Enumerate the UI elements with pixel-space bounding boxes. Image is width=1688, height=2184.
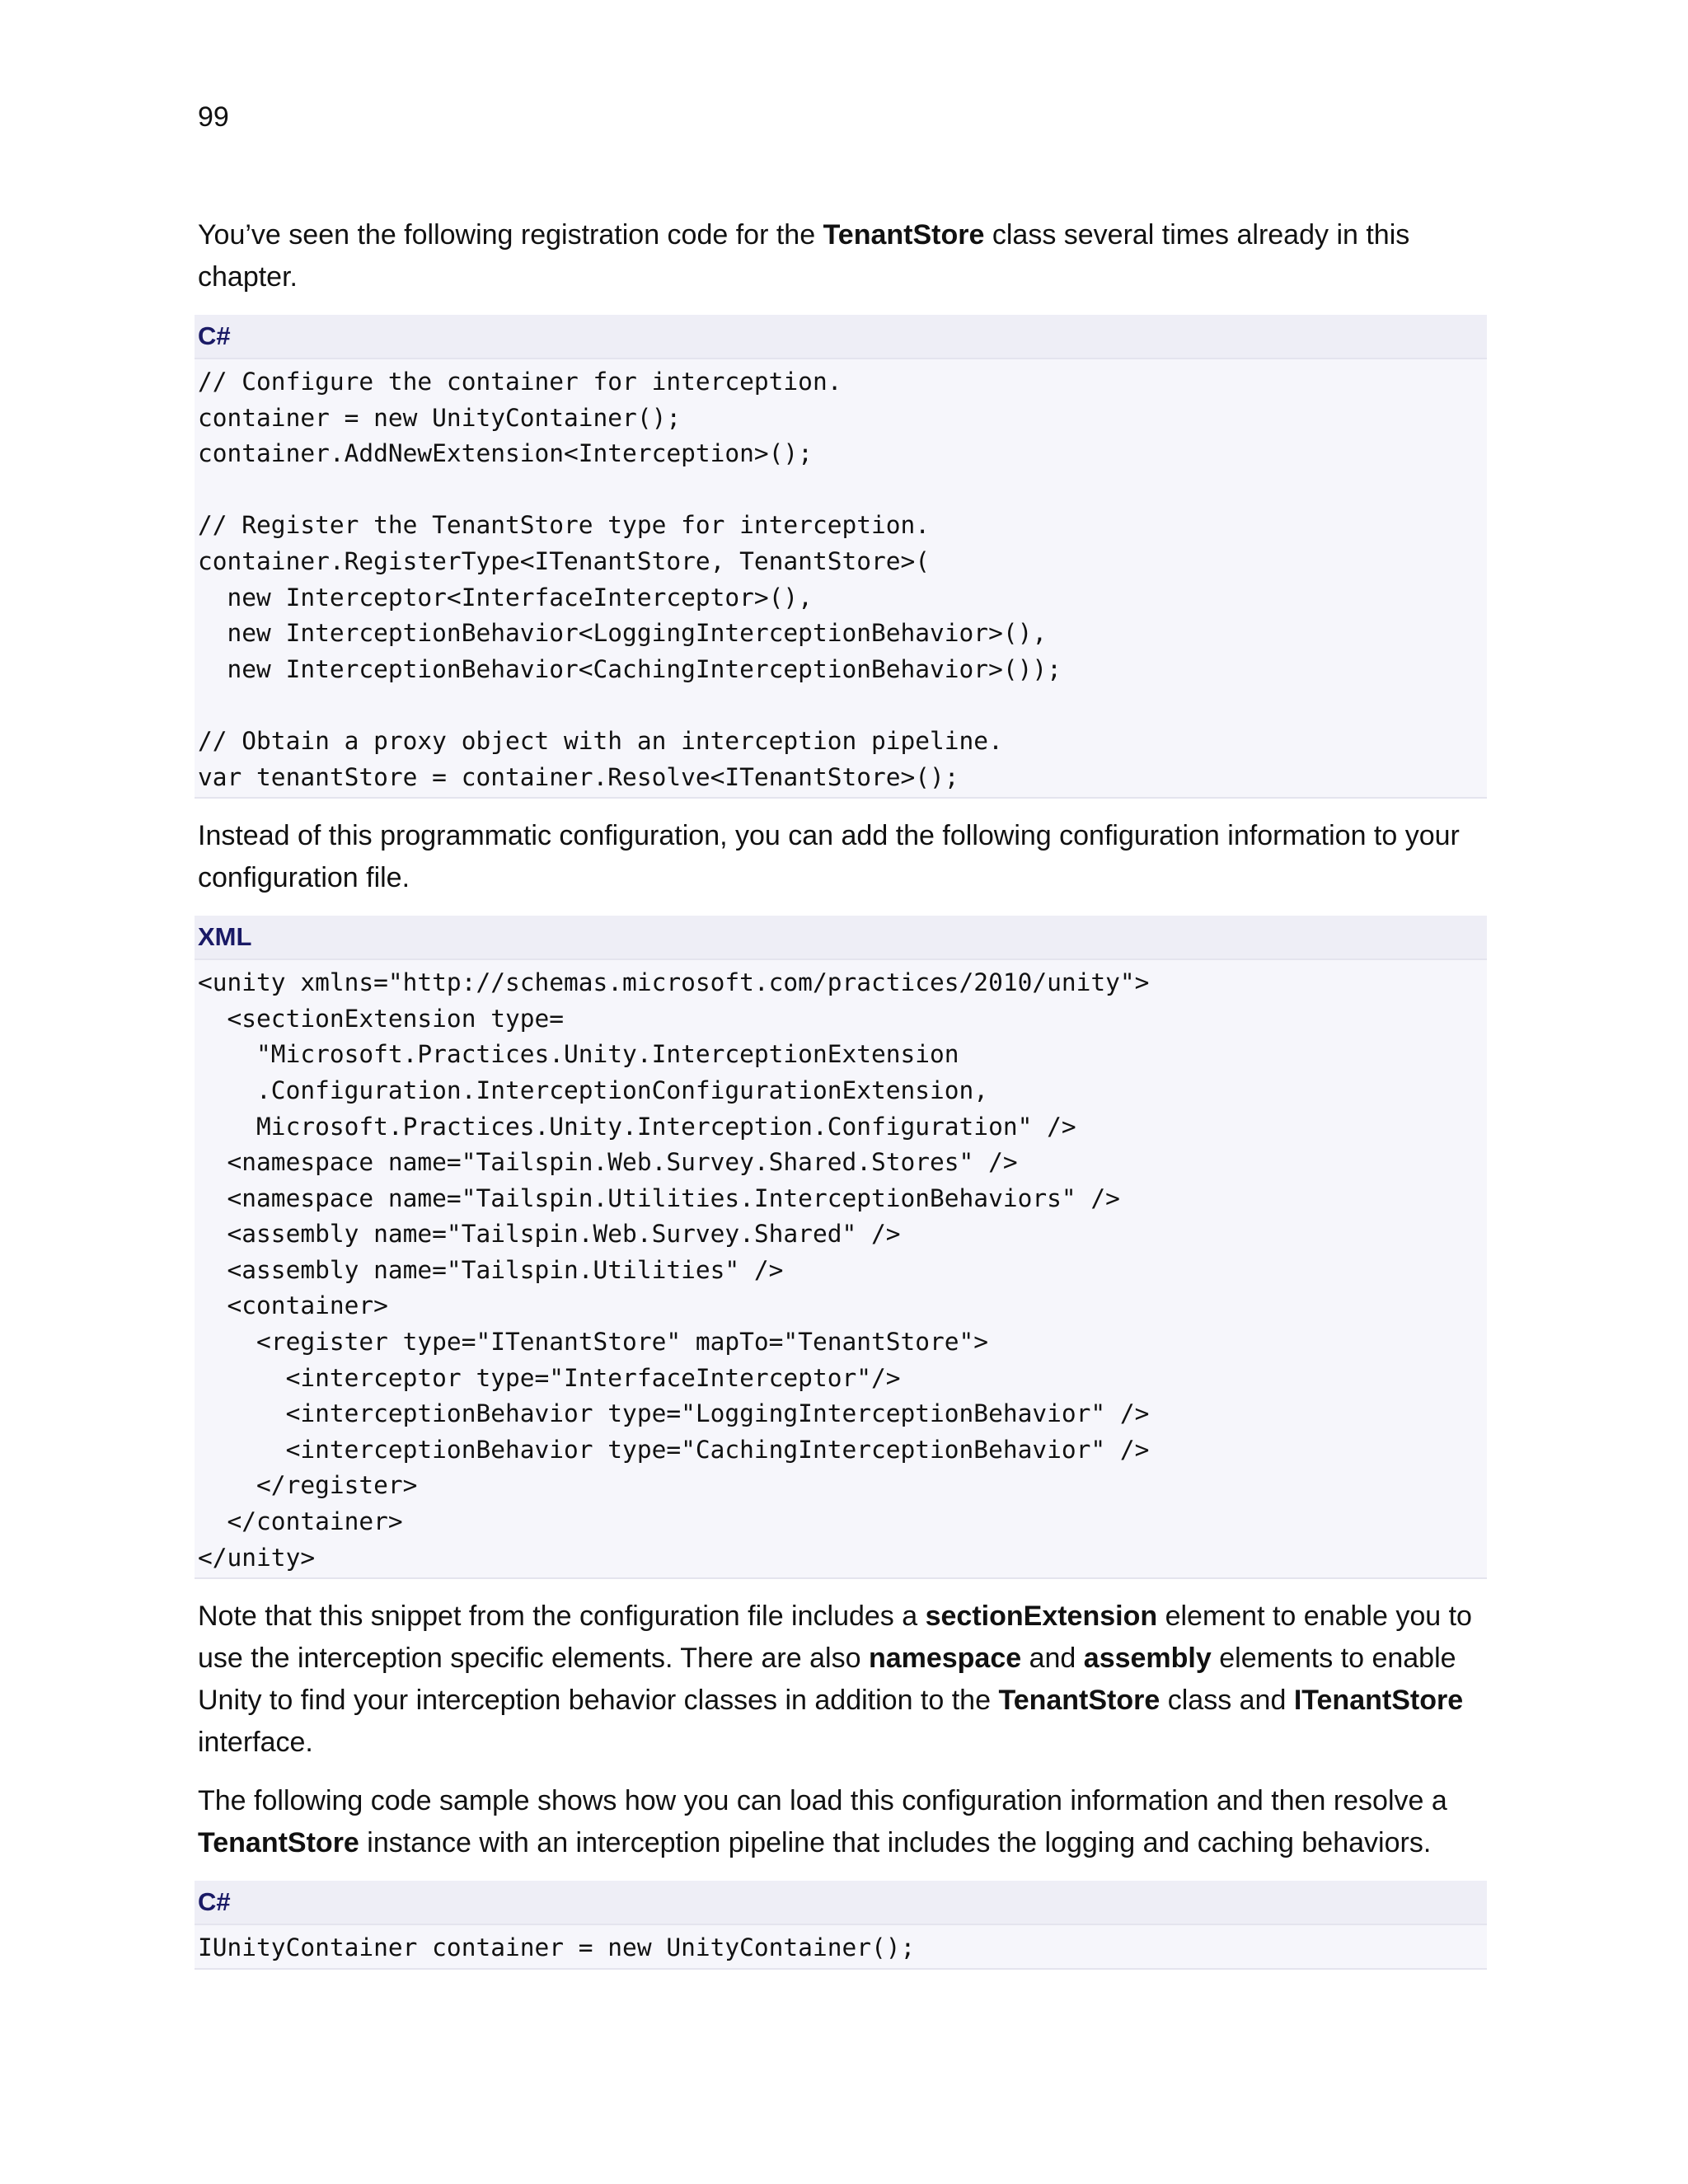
paragraph-intro — [198, 214, 1490, 298]
code-line: container.RegisterType<ITenantStore, TenantStore>( — [198, 546, 931, 575]
code-line: .Configuration.InterceptionConfigurationExtension, — [198, 1076, 989, 1104]
page-number: 99 — [198, 101, 229, 133]
code-line: Microsoft.Practices.Unity.Interception.Configuration" /> — [198, 1112, 1076, 1141]
code-line: // Obtain a proxy object with an interception pipeline. — [198, 726, 1003, 755]
code-line: <interceptionBehavior type="CachingInterceptionBehavior" /> — [198, 1435, 1150, 1464]
code-line: <interceptor type="InterfaceInterceptor"/> — [198, 1363, 901, 1392]
code-line: <namespace name="Tailspin.Web.Survey.Shared.Stores" /> — [198, 1148, 1018, 1177]
text-run: instance with an interception pipeline that includes the logging and caching behaviors. — [359, 1827, 1432, 1859]
code-line: // Configure the container for interception. — [198, 368, 842, 396]
code-block-csharp-load — [195, 1881, 1487, 1970]
text-run: Note that this snippet from the configuration file includes a — [198, 1601, 926, 1633]
code-line: </container> — [198, 1507, 403, 1536]
paragraph-load-config — [198, 1780, 1490, 1864]
code-content — [195, 1925, 1487, 1968]
code-line: "Microsoft.Practices.Unity.InterceptionExtension — [198, 1040, 959, 1069]
code-content — [195, 960, 1487, 1577]
code-line: var tenantStore = container.Resolve<ITenantStore>(); — [198, 762, 959, 791]
paragraph-alternative-config — [198, 815, 1490, 899]
text-run: elements to enable Unity to find your interception behavior classes in addition to the — [198, 1643, 1456, 1717]
code-block-csharp-registration — [195, 315, 1487, 799]
text-run: The following code sample shows how you can load this configuration information and then resolve a — [198, 1785, 1447, 1817]
text-run: class several times already in this chapter. — [198, 219, 1410, 293]
code-line: <interceptionBehavior type="LoggingInterceptionBehavior" /> — [198, 1399, 1150, 1428]
code-line: IUnityContainer container = new UnityContainer(); — [198, 1933, 916, 1962]
code-line: <assembly name="Tailspin.Utilities" /> — [198, 1255, 784, 1284]
code-line: new InterceptionBehavior<LoggingInterceptionBehavior>(), — [198, 619, 1048, 648]
code-line: <sectionExtension type= — [198, 1004, 565, 1033]
bold-term-assembly: assembly — [1083, 1643, 1212, 1675]
code-content — [195, 359, 1487, 797]
bold-term-sectionextension: sectionExtension — [925, 1601, 1158, 1633]
paragraph-snippet-note — [198, 1596, 1490, 1764]
code-line — [198, 687, 1484, 724]
code-language-label: XML — [195, 916, 1487, 960]
code-block-xml-config — [195, 916, 1487, 1579]
text-run: interface. — [198, 1727, 313, 1759]
text-run: class and — [1160, 1685, 1294, 1717]
code-line — [198, 472, 1484, 509]
code-language-label: C# — [195, 1881, 1487, 1925]
text-run: and — [1021, 1643, 1084, 1675]
code-line: // Register the TenantStore type for interception. — [198, 511, 931, 540]
text-run: element to enable you to use the interception specific elements. There are also — [198, 1601, 1472, 1675]
bold-term-tenantstore: TenantStore — [998, 1685, 1160, 1717]
code-line: container = new UnityContainer(); — [198, 403, 682, 432]
bold-term-namespace: namespace — [868, 1643, 1022, 1675]
code-line: new InterceptionBehavior<CachingInterceptionBehavior>()); — [198, 654, 1062, 683]
text-run: Instead of this programmatic configuration, you can add the following configuration information to your configuration file. — [198, 820, 1460, 894]
code-line: <register type="ITenantStore" mapTo="TenantStore"> — [198, 1328, 989, 1357]
bold-term-tenantstore: TenantStore — [198, 1827, 359, 1859]
bold-term-itenantstore: ITenantStore — [1293, 1685, 1464, 1717]
code-line: <assembly name="Tailspin.Web.Survey.Shared" /> — [198, 1220, 901, 1249]
code-language-label: C# — [195, 315, 1487, 359]
code-line: <container> — [198, 1291, 388, 1320]
bold-term-tenantstore: TenantStore — [823, 219, 985, 251]
code-line: </unity> — [198, 1543, 316, 1572]
code-line: <namespace name="Tailspin.Utilities.InterceptionBehaviors" /> — [198, 1183, 1120, 1212]
text-run: You’ve seen the following registration code for the — [198, 219, 823, 251]
code-line: </register> — [198, 1471, 418, 1500]
document-page — [198, 99, 1490, 1986]
code-line: new Interceptor<InterfaceInterceptor>(), — [198, 583, 813, 612]
code-line: container.AddNewExtension<Interception>(); — [198, 439, 813, 468]
code-line: <unity xmlns="http://schemas.microsoft.com/practices/2010/unity"> — [198, 968, 1150, 997]
